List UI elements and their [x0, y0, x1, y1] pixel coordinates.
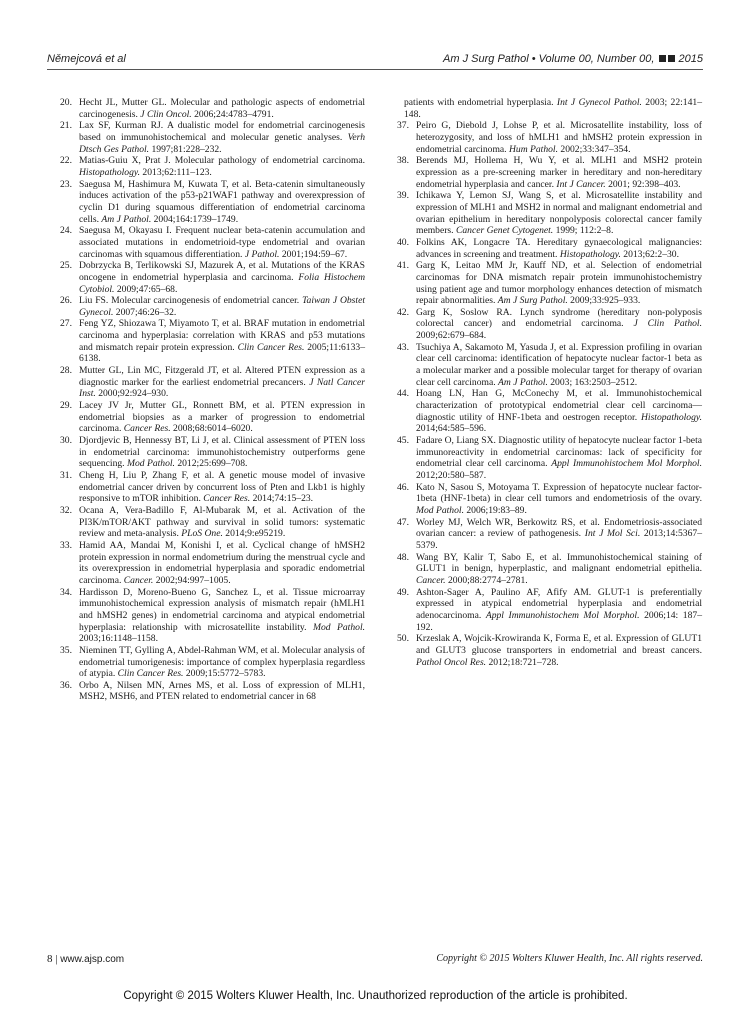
reference-item	[384, 307, 702, 342]
journal-citation: Mod Pathol.	[126, 458, 175, 470]
reference-number: 35.	[60, 644, 72, 656]
reference-number: 50.	[397, 633, 409, 645]
reference-number: 48.	[397, 551, 409, 563]
journal-citation: Cancer Res.	[123, 423, 171, 435]
running-head-authors: Němejcová et al	[47, 53, 126, 65]
reference-text: Worley MJ, Welch WR, Berkowitz RS, et al. Endometriosis-associated ovarian cancer: a review of pathogenesis. Int J Mol Sci. 2013;14:5367–5379.	[416, 516, 702, 551]
reference-text: Garg K, Soslow RA. Lynch syndrome (hereditary non-polyposis colorectal cancer) and endometrial carcinoma. J Clin Pathol. 2009;62:679–684.	[416, 306, 702, 342]
journal-citation: Cancer Genet Cytogenet.	[455, 225, 554, 237]
reference-number: 41.	[397, 260, 409, 272]
journal-citation: PLoS One.	[181, 528, 223, 540]
reference-item	[47, 179, 365, 226]
journal-citation: Pathol Oncol Res.	[416, 656, 487, 668]
header-year: 2015	[678, 53, 703, 65]
journal-citation: Histopathology.	[559, 248, 621, 260]
reference-text: Ichikawa Y, Lemon SJ, Wang S, et al. Microsatellite instability and expression of MLH1 and MSH2 in normal and malignant endometrial and ovarian epithelium in hereditary nonpolyposis colorectal cancer family members. Cancer Genet Cytogenet. 1999; 112:2–8.	[416, 190, 702, 237]
reference-text: Lax SF, Kurman RJ. A dualistic model for endometrial carcinogenesis based on immunohistochemical and molecular genetic analyses. Verh Dtsch Ges Pathol. 1997;81:228–232.	[79, 120, 365, 155]
journal-citation: Cancer.	[123, 574, 154, 586]
reference-item	[47, 540, 365, 587]
reference-text: Wang BY, Kalir T, Sabo E, et al. Immunohistochemical staining of GLUT1 in benign, hyperplastic, and malignant endometrial epithelia. Cancer. 2000;88:2774–2781.	[416, 551, 702, 586]
reference-number: 24.	[60, 225, 72, 237]
journal-citation: Taiwan J Obstet Gynecol.	[79, 295, 366, 318]
journal-citation: Histopathology.	[79, 166, 141, 178]
reference-item	[384, 587, 702, 634]
journal-citation: Hum Pathol.	[508, 143, 559, 155]
page-footer-left	[47, 953, 124, 965]
reference-item	[47, 587, 365, 645]
reference-number: 40.	[397, 236, 409, 248]
reference-item	[47, 365, 365, 400]
reference-text: Ocana A, Vera-Badillo F, Al-Mubarak M, et al. Activation of the PI3K/mTOR/AKT pathway and survival in solid tumors: systematic review and meta-analysis. PLoS One. 2014;9:e95219.	[79, 504, 365, 540]
journal-citation: J Clin Pathol.	[633, 318, 702, 330]
reference-text: Mutter GL, Lin MC, Fitzgerald JT, et al. Altered PTEN expression as a diagnostic marker for the earliest endometrial precancers. J Natl Cancer Inst. 2000;92:924–930.	[79, 365, 366, 400]
reference-item	[384, 342, 702, 389]
reference-number: 31.	[60, 470, 72, 481]
reference-number: 34.	[60, 586, 72, 598]
reference-text: Hoang LN, Han G, McConechy M, et al. Immunohistochemical characterization of prototypical endometrial clear cell carcinoma—diagnostic utility of HNF-1beta and oestrogen receptor. Histopathology. 2014;64:585–596.	[416, 388, 702, 435]
reference-item	[47, 97, 365, 120]
reference-item	[47, 260, 365, 295]
references-right-column	[384, 97, 702, 668]
reference-text: Fadare O, Liang SX. Diagnostic utility of hepatocyte nuclear factor 1-beta immunoreactivity in endometrial carcinomas: lack of specificity for endometrial clear cell carcinoma. Appl Immunohistochem Mol Morphol. 2012;20:580–587.	[416, 435, 702, 481]
reproduction-notice: Copyright © 2015 Wolters Kluwer Health, Inc. Unauthorized reproduction of the article is prohibited.	[123, 990, 628, 1002]
reference-item	[384, 237, 702, 260]
journal-name: Am J Surg Pathol	[443, 53, 529, 65]
reference-item	[47, 470, 365, 505]
journal-citation: J Natl Cancer Inst.	[79, 376, 366, 400]
issue-placeholder-square	[659, 55, 666, 62]
reference-text: Cheng H, Liu P, Zhang F, et al. A genetic mouse model of invasive endometrial cancer driven by concurrent loss of Pten and Lkb1 is highly responsive to mTOR inhibition. Cancer Res. 2014;74:15–23.	[79, 470, 365, 505]
reference-item	[47, 318, 365, 365]
reference-item	[384, 435, 702, 482]
reference-item	[47, 400, 365, 435]
reference-number: 27.	[60, 318, 72, 330]
journal-citation: Cancer Res.	[203, 493, 251, 505]
reference-item	[384, 517, 702, 552]
reference-number: 47.	[397, 516, 409, 528]
reference-item	[47, 155, 365, 178]
reference-text: Krzeslak A, Wojcik-Krowiranda K, Forma E, et al. Expression of GLUT1 and GLUT3 glucose transporters in endometrial and breast cancers. Pathol Oncol Res. 2012;18:721–728.	[416, 633, 702, 668]
reference-text: Berends MJ, Hollema H, Wu Y, et al. MLH1 and MSH2 protein expression as a pre-screening marker in hereditary and non-hereditary endometrial hyperplasia and cancer. Int J Cancer. 2001; 92:398–403.	[416, 155, 702, 190]
page-number: 8	[47, 953, 53, 965]
reference-number: 38.	[397, 155, 409, 167]
reference-text: Feng YZ, Shiozawa T, Miyamoto T, et al. BRAF mutation in endometrial carcinoma and hyperplasia: correlation with KRAS and p53 mutations and mismatch repair protein expression. Clin Cancer Res. 2005;11:6133–6138.	[79, 318, 365, 365]
reference-text: Nieminen TT, Gylling A, Abdel-Rahman WM, et al. Molecular analysis of endometrial tumorigenesis: importance of complex hyperplasia regardless of atypia. Clin Cancer Res. 2009;15:5772–5783.	[79, 644, 365, 680]
journal-citation: Int J Mol Sci.	[584, 528, 641, 540]
reference-text: Tsuchiya A, Sakamoto M, Yasuda J, et al. Expression profiling in ovarian clear cell carcinoma: identification of hepatocyte nuclear factor-1 beta as a molecular marker and a possible molecular target for therapy of ovarian clear cell carcinoma. Am J Pathol. 2003; 163:2503–2512.	[416, 341, 702, 388]
reference-number: 43.	[397, 341, 409, 353]
reference-item	[47, 505, 365, 540]
journal-citation: Am J Pathol.	[101, 213, 152, 225]
reference-number: 46.	[397, 481, 409, 493]
reference-text: Peiro G, Diebold J, Lohse P, et al. Microsatellite instability, loss of heterozygosity, and loss of hMLH1 and hMSH2 protein expression in endometrial carcinoma. Hum Pathol. 2002;33:347–354.	[416, 120, 702, 155]
reference-item	[47, 120, 365, 155]
reference-text: Hamid AA, Mandai M, Konishi I, et al. Cyclical change of hMSH2 protein expression in normal endometrium during the menstrual cycle and its overexpression in endometrial hyperplasia and sporadic endometrial carcinoma. Cancer. 2002;94:997–1005.	[79, 539, 365, 586]
header-bullet: •	[531, 53, 536, 65]
running-head-journal	[443, 53, 703, 65]
reference-number: 32.	[60, 504, 72, 516]
issue-placeholder-square	[668, 55, 675, 62]
reference-number: 20.	[60, 97, 72, 108]
reference-number: 22.	[60, 155, 72, 167]
reference-text: Dobrzycka B, Terlikowski SJ, Mazurek A, et al. Mutations of the KRAS oncogene in endometrial hyperplasia and carcinoma. Folia Histochem Cytobiol. 2009;47:65–68.	[79, 260, 365, 295]
reference-number: 25.	[60, 260, 72, 272]
reference-text: Saegusa M, Hashimura M, Kuwata T, et al. Beta-catenin simultaneously induces activation of the p53-p21WAF1 pathway and overexpression of cyclin D1 during squamous differentiation of endometrial carcinoma cells. Am J Pathol. 2004;164:1739–1749.	[79, 178, 365, 225]
journal-citation: Clin Cancer Res.	[117, 668, 184, 680]
reference-text: Djordjevic B, Hennessy BT, Li J, et al. Clinical assessment of PTEN loss in endometrial carcinoma: immunohistochemistry outperforms gene sequencing. Mod Pathol. 2012;25:699–708.	[79, 435, 365, 470]
journal-website-link[interactable]: www.ajsp.com	[60, 954, 125, 965]
journal-citation: Histopathology.	[640, 411, 702, 423]
reference-item	[47, 645, 365, 680]
journal-citation: Clin Cancer Res.	[237, 341, 305, 353]
journal-citation: J Clin Oncol.	[140, 108, 192, 120]
journal-citation: Appl Immunohistochem Mol Morphol.	[485, 609, 640, 621]
journal-citation: Int J Cancer.	[556, 178, 606, 190]
reference-text: Folkins AK, Longacre TA. Hereditary gynaecological malignancies: advances in screening and treatment. Histopathology. 2013;62:2–30.	[416, 236, 702, 260]
reference-number: 37.	[397, 120, 409, 132]
reference-continuation: patients with endometrial hyperplasia. Int J Gynecol Pathol. 2003; 22:141–148.	[404, 97, 702, 120]
reference-text: Liu FS. Molecular carcinogenesis of endometrial cancer. Taiwan J Obstet Gynecol. 2007;46:26–32.	[79, 295, 366, 318]
reference-text: Saegusa M, Okayasu I. Frequent nuclear beta-catenin accumulation and associated mutations in endometrioid-type endometrial and ovarian carcinomas with squamous differentiation. J Pathol. 2001;194:59–67.	[79, 225, 365, 260]
reference-text: Garg K, Leitao MM Jr, Kauff ND, et al. Selection of endometrial carcinomas for DNA mismatch repair protein immunohistochemistry using patient age and tumor morphology enhances detection of mismatch repair abnormalities. Am J Surg Pathol. 2009;33:925–933.	[416, 260, 702, 307]
reference-item	[384, 120, 702, 155]
journal-citation: Folia Histochem Cytobiol.	[79, 271, 365, 295]
reference-number: 26.	[60, 295, 72, 307]
reference-number: 30.	[60, 435, 72, 447]
reference-item	[384, 388, 702, 435]
reference-item	[47, 435, 365, 470]
reference-number: 21.	[60, 120, 72, 132]
reference-item	[384, 260, 702, 307]
journal-citation: J Pathol.	[244, 248, 280, 260]
reference-text: Kato N, Sasou S, Motoyama T. Expression of hepatocyte nuclear factor-1beta (HNF-1beta) in clear cell tumors and endometriosis of the ovary. Mod Pathol. 2006;19:83–89.	[416, 481, 702, 516]
reference-item	[47, 225, 365, 260]
reference-number: 33.	[60, 539, 72, 551]
reference-text: Ashton-Sager A, Paulino AF, Afify AM. GLUT-1 is preferentially expressed in atypical endometrial hyperplasia and endometrial adenocarcinoma. Appl Immunohistochem Mol Morphol. 2006;14: 187–192.	[416, 586, 702, 633]
reference-item	[384, 633, 702, 668]
journal-citation: Am J Pathol.	[498, 376, 548, 388]
reference-text: Lacey JV Jr, Mutter GL, Ronnett BM, et al. PTEN expression in endometrial biopsies as a marker of progression to endometrial carcinoma. Cancer Res. 2008;68:6014–6020.	[79, 400, 365, 435]
reference-item	[384, 190, 702, 237]
reference-item	[47, 680, 365, 703]
reference-text: Matias-Guiu X, Prat J. Molecular pathology of endometrial carcinoma. Histopathology. 2013;62:111–123.	[79, 155, 365, 178]
reference-number: 39.	[397, 190, 409, 202]
journal-citation: Appl Immunohistochem Mol Morphol.	[551, 458, 702, 470]
reference-number: 49.	[397, 586, 409, 598]
reference-item	[47, 295, 365, 318]
reference-number: 36.	[60, 679, 72, 691]
journal-citation: Cancer.	[416, 574, 446, 586]
header-rule	[47, 69, 703, 70]
reference-item	[384, 482, 702, 517]
reference-number: 29.	[60, 400, 72, 412]
journal-citation: Mod Pathol.	[312, 621, 366, 633]
reference-item	[384, 552, 702, 587]
reference-item	[384, 155, 702, 190]
reference-text: Hecht JL, Mutter GL. Molecular and pathologic aspects of endometrial carcinogenesis. J Clin Oncol. 2006;24:4783–4791.	[79, 97, 365, 120]
reference-number: 44.	[397, 388, 409, 400]
reference-number: 45.	[397, 435, 409, 447]
reference-number: 23.	[60, 178, 72, 190]
reference-number: 28.	[60, 365, 72, 377]
reference-text: Hardisson D, Moreno-Bueno G, Sanchez L, et al. Tissue microarray immunohistochemical expression analysis of mismatch repair (hMLH1 and hMSH2 genes) in endometrial carcinoma and atypical endometrial hyperplasia: relationship with microsatellite instability. Mod Pathol. 2003;16:1148–1158.	[79, 586, 366, 645]
journal-citation: Mod Pathol.	[416, 504, 464, 516]
reference-text: Orbo A, Nilsen MN, Arnes MS, et al. Loss of expression of MLH1, MSH2, MSH6, and PTEN related to endometrial cancer in 68	[79, 679, 365, 703]
footer-separator: |	[55, 953, 58, 965]
references-left-column	[47, 97, 365, 703]
reference-number: 42.	[397, 306, 409, 318]
footer-copyright: Copyright © 2015 Wolters Kluwer Health, Inc. All rights reserved.	[436, 953, 703, 964]
journal-citation: Am J Surg Pathol.	[497, 295, 568, 307]
journal-citation: Verh Dtsch Ges Pathol.	[79, 131, 365, 155]
volume-info: Volume 00, Number 00,	[538, 53, 655, 65]
